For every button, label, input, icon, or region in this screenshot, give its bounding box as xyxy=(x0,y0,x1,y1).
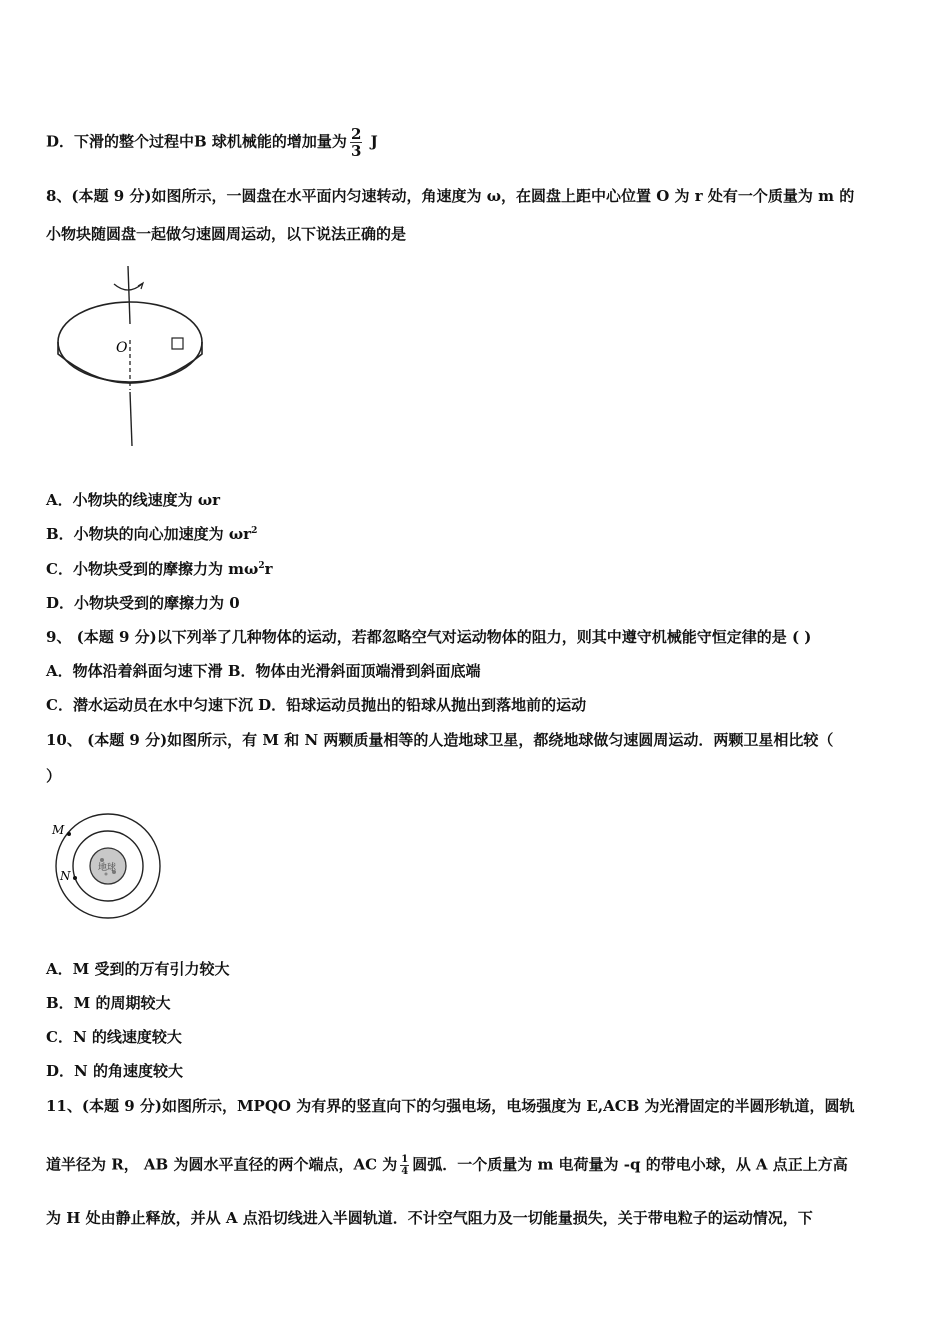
center-label-o: O xyxy=(116,340,128,356)
q8-stem-line2: 小物块随圆盘一起做匀速圆周运动，以下说法正确的是 xyxy=(46,225,407,243)
rotating-disc-figure xyxy=(50,262,220,452)
label-n: N xyxy=(60,869,71,883)
q11-stem-line3: 为 H 处由静止释放，并从 A 点沿切线进入半圆轨道．不计空气阻力及一切能量损失，关于带电粒子的运动情况，下 xyxy=(46,1209,813,1227)
q11-fraction-den: 4 xyxy=(401,1166,409,1177)
axis-bottom xyxy=(130,392,132,446)
small-block xyxy=(172,338,183,349)
q8-stem-line1: 8、(本题 9 分)如图所示，一圆盘在水平面内匀速转动，角速度为 ω，在圆盘上距中心位置 O 为 r 处有一个质量为 m 的 xyxy=(46,187,855,205)
q7-fraction xyxy=(350,126,362,159)
q8-option-c xyxy=(46,559,273,579)
label-m: M xyxy=(52,823,65,837)
q10-option-a: A．M 受到的万有引力较大 xyxy=(46,960,230,978)
q8-option-c-pre: C．小物块受到的摩擦力为 mω xyxy=(46,560,259,578)
q10-option-d: D．N 的角速度较大 xyxy=(46,1062,183,1080)
q7-option-d-unit: J xyxy=(365,132,378,151)
q8-option-b xyxy=(46,524,257,544)
q8-option-d: D．小物块受到的摩擦力为 0 xyxy=(46,594,240,612)
q8-option-c-post: r xyxy=(264,560,273,578)
q7-option-d xyxy=(46,126,378,159)
q8-option-b-text: B．小物块的向心加速度为 ωr xyxy=(46,525,252,543)
q10-stem-line2: ） xyxy=(46,767,62,785)
q7-fraction-den: 3 xyxy=(350,142,362,160)
q7-option-d-prefix: D．下滑的整个过程中 xyxy=(46,132,195,151)
earth-texture-dot xyxy=(100,858,104,862)
q8-option-c-sup: 2 xyxy=(258,561,265,571)
q9-options-cd: C．潜水运动员在水中匀速下沉 D．铅球运动员抛出的铅球从抛出到落地前的运动 xyxy=(46,696,587,714)
satellite-m xyxy=(67,832,71,836)
q8-option-b-sup: 2 xyxy=(251,526,258,536)
q7-option-d-b: B xyxy=(194,132,207,151)
q10-stem-line1: 10、 (本题 9 分)如图所示，有 M 和 N 两颗质量相等的人造地球卫星，都绕地球做匀速圆周运动．两颗卫星相比较（ xyxy=(46,731,834,749)
q10-option-b: B．M 的周期较大 xyxy=(46,994,171,1012)
satellite-n xyxy=(73,876,77,880)
q10-option-c: C．N 的线速度较大 xyxy=(46,1028,182,1046)
q7-option-d-mid: 球机械能的增加量为 xyxy=(206,132,347,151)
earth-label: 地球 xyxy=(98,863,117,873)
q11-fraction-num: 1 xyxy=(401,1154,409,1165)
q11-stem-line2-pre: 道半径为 R， AB 为圆水平直径的两个端点，AC 为 xyxy=(46,1155,398,1174)
satellite-orbit-figure xyxy=(46,812,171,924)
q11-stem-line1: 11、(本题 9 分)如图所示，MPQO 为有界的竖直向下的匀强电场，电场强度为 E,ACB 为光滑固定的半圆形轨道，圆轨 xyxy=(46,1097,855,1115)
axis-top xyxy=(128,266,130,324)
q11-fraction xyxy=(400,1154,409,1177)
q7-fraction-num: 2 xyxy=(350,125,362,143)
q9-options-ab: A．物体沿着斜面匀速下滑 B．物体由光滑斜面顶端滑到斜面底端 xyxy=(46,662,481,680)
q11-stem-line2-post: 圆弧．一个质量为 m 电荷量为 -q 的带电小球，从 A 点正上方高 xyxy=(412,1155,848,1174)
q11-stem-line2 xyxy=(46,1154,848,1177)
q9-stem: 9、 (本题 9 分)以下列举了几种物体的运动，若都忽略空气对运动物体的阻力，则其中遵守机械能守恒定律的是 ( ) xyxy=(46,628,812,646)
q8-option-a: A．小物块的线速度为 ωr xyxy=(46,491,221,509)
